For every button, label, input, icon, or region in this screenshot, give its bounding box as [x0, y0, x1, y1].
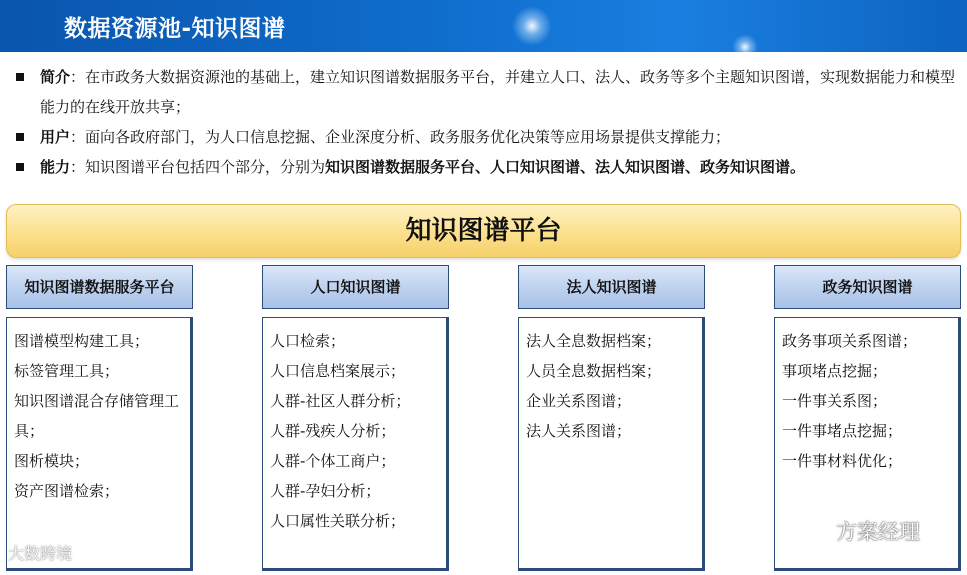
bullet-separator: ：: [70, 68, 86, 86]
header-glow-decoration: [732, 34, 758, 52]
list-item: 一件事材料优化；: [782, 452, 903, 470]
watermark-right: [790, 515, 920, 547]
bullet-label: 用户: [40, 128, 71, 146]
bullet-separator: ：: [70, 158, 86, 176]
column-header: 政务知识图谱: [774, 265, 961, 309]
square-bullet-icon: [16, 73, 24, 81]
list-item: 人群-社区人群分析；: [270, 392, 411, 410]
list-item: 人群-残疾人分析；: [270, 422, 396, 440]
platform-title-bar: [6, 204, 961, 258]
list-item: 人群-孕妇分析；: [270, 482, 381, 500]
list-item: 人口属性关联分析；: [270, 512, 406, 530]
list-item: 一件事关系图；: [782, 392, 888, 410]
list-item: 标签管理工具；: [14, 362, 120, 380]
square-bullet-icon: [16, 133, 24, 141]
list-item: 一件事堵点挖掘；: [782, 422, 903, 440]
column-header: 法人知识图谱: [518, 265, 705, 309]
column-header: 知识图谱数据服务平台: [6, 265, 193, 309]
wechat-icon: [790, 515, 830, 547]
column-body: [6, 317, 193, 571]
page-title: 数据资源池-知识图谱: [64, 16, 286, 42]
list-item: 法人全息数据档案；: [526, 332, 662, 350]
list-item: 图析模块；: [14, 452, 90, 470]
column-body: [262, 317, 449, 571]
list-item: 事项堵点挖掘；: [782, 362, 888, 380]
header-glow-decoration: [512, 6, 552, 46]
column-header: 人口知识图谱: [262, 265, 449, 309]
list-item: 法人关系图谱；: [526, 422, 632, 440]
bullet-text: 知识图谱平台包括四个部分，分别为: [85, 158, 326, 176]
list-item: 资产图谱检索；: [14, 482, 120, 500]
list-item: 人口信息档案展示；: [270, 362, 406, 380]
list-item: 人员全息数据档案；: [526, 362, 662, 380]
list-item: 企业关系图谱；: [526, 392, 632, 410]
column-service-platform: [6, 265, 193, 571]
bullet-bold-text: 知识图谱数据服务平台、人口知识图谱、法人知识图谱、政务知识图谱。: [325, 158, 806, 176]
bullet-separator: ：: [70, 128, 86, 146]
header-banner: [0, 0, 967, 52]
column-legal-person-graph: [518, 265, 705, 571]
platform-title: 知识图谱平台: [405, 216, 562, 246]
bullet-intro: [14, 62, 959, 122]
bullet-text: 在市政务大数据资源池的基础上，建立知识图谱数据服务平台，并建立人口、法人、政务等多个主题知识图谱，实现数据能力和模型能力的在线开放共享；: [40, 68, 956, 116]
list-item: 人口检索；: [270, 332, 346, 350]
watermark-left: 大数跨境: [8, 544, 73, 563]
watermark-right-text: 方案经理: [836, 520, 920, 544]
intro-bullets: [14, 62, 959, 182]
list-item: 知识图谱混合存储管理工具；: [14, 392, 180, 440]
bullet-users: [14, 122, 959, 152]
list-item: 政务事项关系图谱；: [782, 332, 918, 350]
column-body: [518, 317, 705, 571]
list-item: 图谱模型构建工具；: [14, 332, 150, 350]
bullet-text: 面向各政府部门，为人口信息挖掘、企业深度分析、政务服务优化决策等应用场景提供支撑能力；: [85, 128, 731, 146]
bullet-label: 简介: [40, 68, 71, 86]
square-bullet-icon: [16, 163, 24, 171]
list-item: 人群-个体工商户；: [270, 452, 396, 470]
column-population-graph: [262, 265, 449, 571]
bullet-capability: [14, 152, 959, 182]
bullet-label: 能力: [40, 158, 71, 176]
